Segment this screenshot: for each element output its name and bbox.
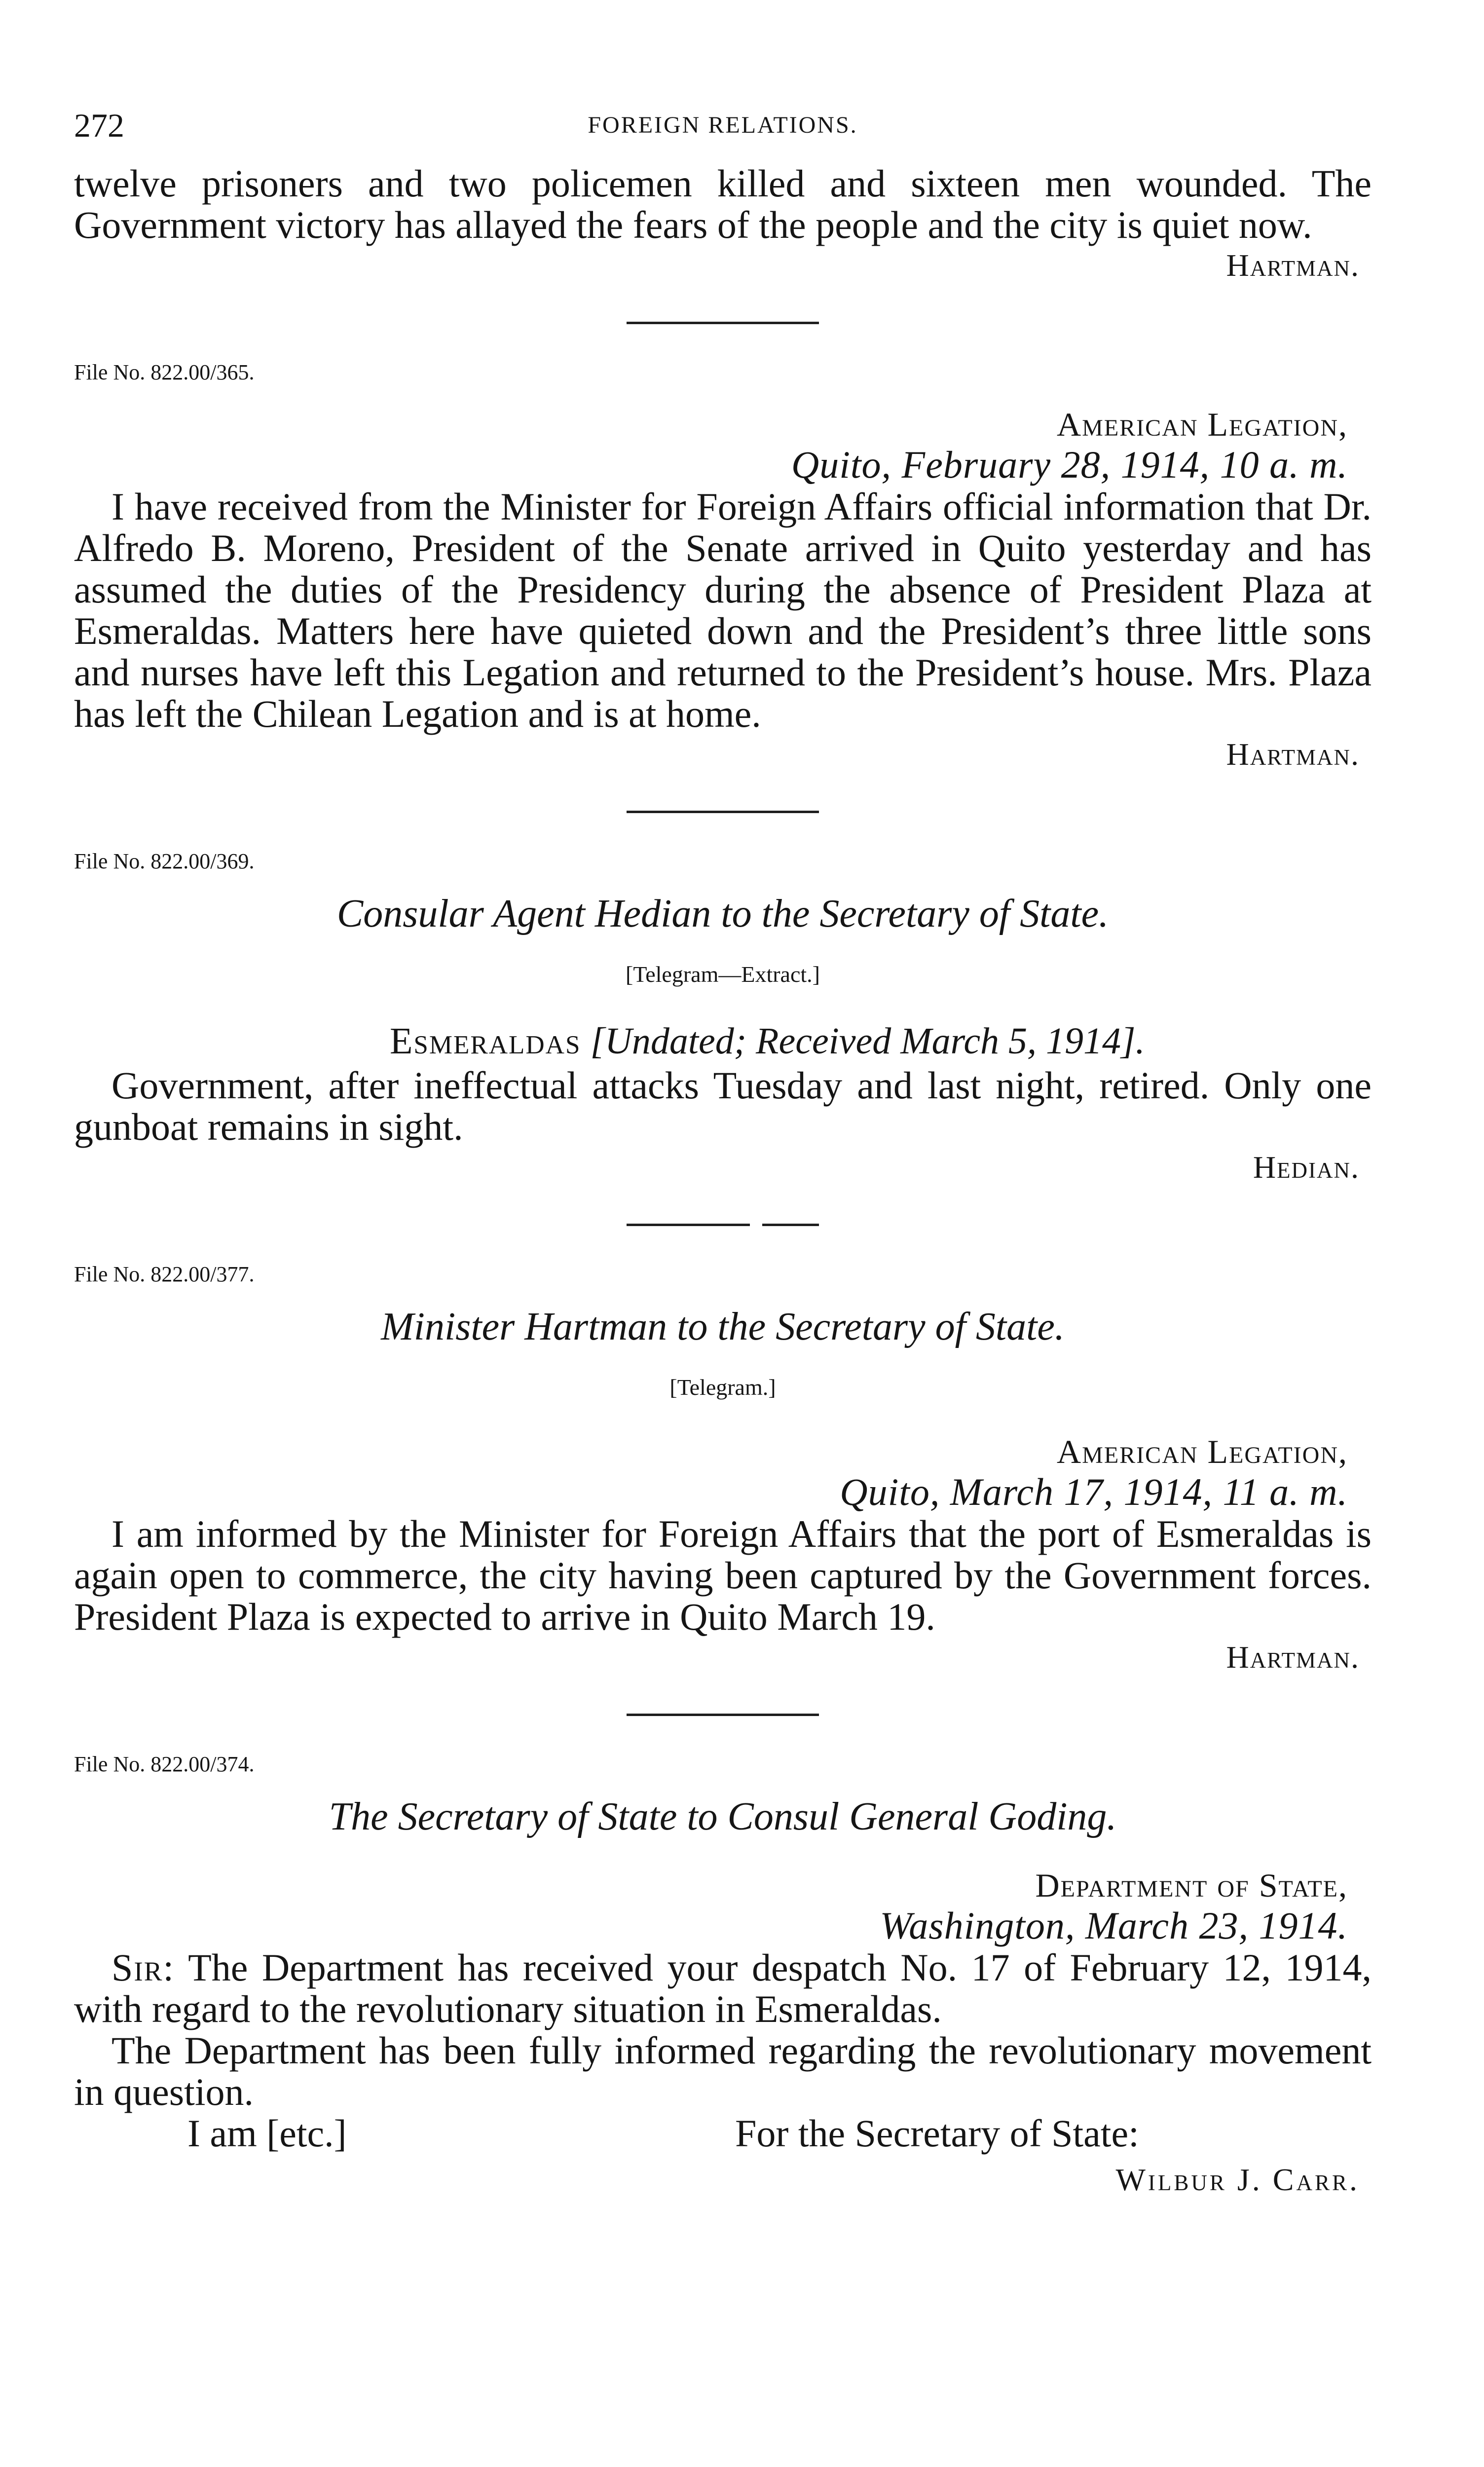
running-title: FOREIGN RELATIONS. (588, 112, 858, 138)
place-name: Esmeraldas (390, 1020, 581, 1062)
document-title: The Secretary of State to Consul General Goding. (329, 1795, 1117, 1838)
file-number: File No. 822.00/374. (74, 1752, 255, 1776)
closing-line (74, 2113, 1372, 2156)
received-date: [Undated; Received March 5, 1914]. (590, 1020, 1145, 1062)
page-number: 272 (74, 107, 124, 144)
closing-attribution: For the Secretary of State: (735, 2112, 1139, 2155)
letter-paragraph-text: The Department has received your despatch No. 17 of February 12, 1914, with regard to the revolutionary situation in Esmeraldas. (74, 1946, 1372, 2030)
telegram-paragraph: I am informed by the Minister for Foreign Affairs that the port of Esmeraldas is again open to commerce, the city having been captured by the Government forces. President Plaza is expected to arrive in Quito March 19. (74, 1512, 1372, 1638)
salutation: Sir: (111, 1946, 175, 1989)
intro-paragraph: twelve prisoners and two policemen killed and sixteen men wounded. The Government victory has allayed the fears of the people and the city is quiet now. (74, 162, 1372, 246)
closing-formula: I am [etc.] (187, 2112, 347, 2155)
section-divider (627, 1714, 819, 1716)
section-divider (627, 1224, 819, 1226)
file-number: File No. 822.00/365. (74, 360, 255, 384)
letter-paragraph: The Department has been fully informed regarding the revolutionary movement in question. (74, 2029, 1372, 2113)
department-address: Department of State, (1035, 1867, 1348, 1904)
section-divider (627, 322, 819, 324)
document-title: Consular Agent Hedian to the Secretary of State. (336, 892, 1109, 935)
file-number: File No. 822.00/377. (74, 1262, 255, 1286)
address-block (74, 1432, 1348, 1513)
file-number: File No. 822.00/369. (74, 849, 255, 873)
dateline: Washington, March 23, 1914. (880, 1904, 1348, 1947)
signature: Hartman. (1226, 737, 1360, 772)
legation-address: American Legation, (1057, 406, 1348, 443)
dateline: Quito, February 28, 1914, 10 a. m. (791, 443, 1348, 486)
telegram-label: [Telegram.] (669, 1375, 776, 1400)
telegram-paragraph: I have received from the Minister for Foreign Affairs official information that Dr. Alfredo B. Moreno, President of the Senate arrived in Quito yesterday and has assumed the duties of the Presidency during the absence of President Plaza at Esmeraldas. Matters here have quieted down and the President’s three little sons and nurses have left this Legation and returned to the President’s house. Mrs. Plaza has left the Chilean Legation and is at home. (74, 485, 1372, 735)
document-page (74, 109, 1372, 2196)
section-divider (627, 811, 819, 813)
signature: Hartman. (1226, 1640, 1360, 1675)
legation-address: American Legation, (1057, 1433, 1348, 1470)
signature: Hedian. (1253, 1150, 1360, 1185)
signature: Wilbur J. Carr. (1115, 2162, 1360, 2197)
intro-signature: Hartman. (1226, 248, 1360, 283)
document-title: Minister Hartman to the Secretary of State. (381, 1305, 1065, 1348)
page-header (74, 109, 1372, 153)
address-block (74, 405, 1348, 486)
letter-paragraph (74, 1947, 1372, 2030)
address-block (74, 1866, 1348, 1947)
dateline (74, 1019, 1372, 1063)
telegram-label: [Telegram—Extract.] (626, 962, 820, 987)
telegram-paragraph: Government, after ineffectual attacks Tuesday and last night, retired. Only one gunboat remains in sight. (74, 1064, 1372, 1148)
dateline: Quito, March 17, 1914, 11 a. m. (840, 1470, 1348, 1513)
